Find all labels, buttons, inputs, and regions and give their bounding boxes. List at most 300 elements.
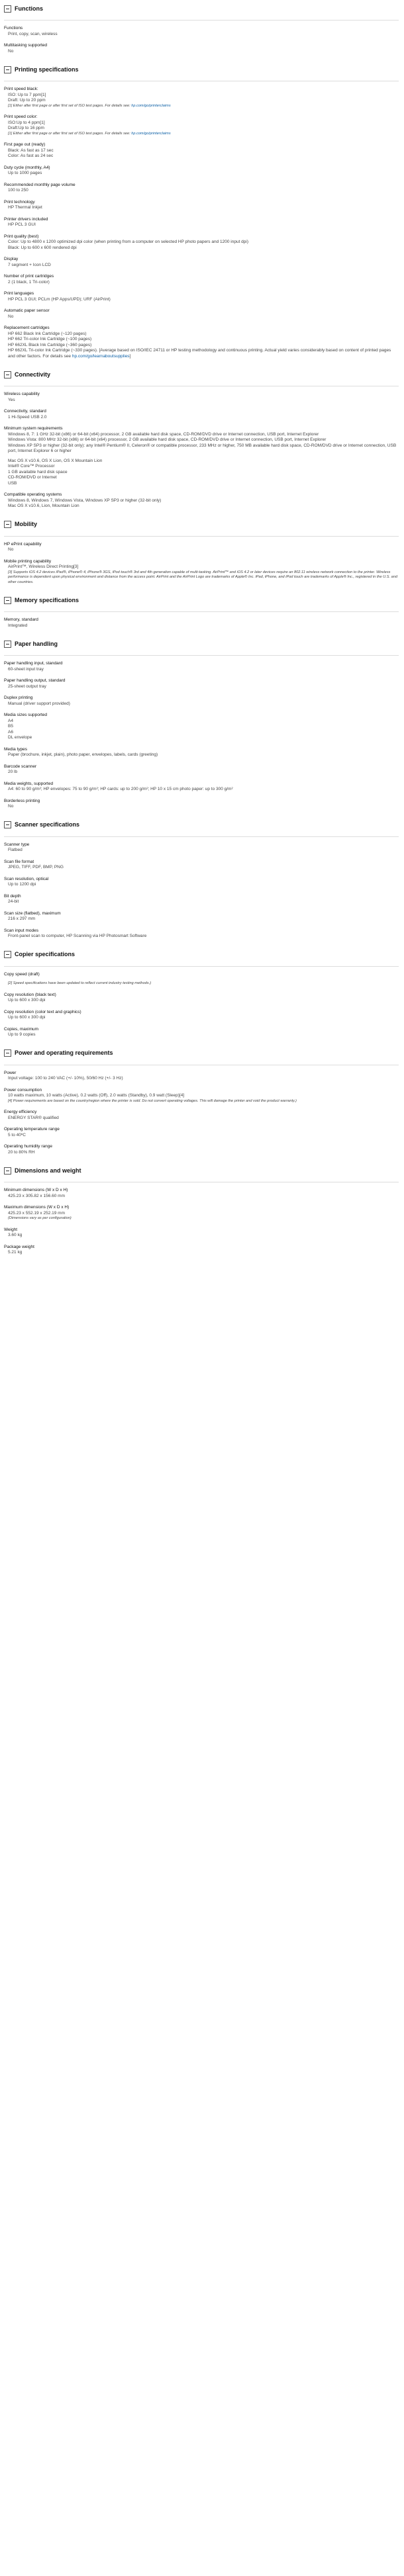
value-text: Front-panel scan to computer, HP Scanning via HP Photosmart Software <box>8 934 147 938</box>
spec-item <box>4 860 399 871</box>
spec-value <box>8 475 399 481</box>
spec-values <box>4 701 399 707</box>
spec-item <box>4 661 399 672</box>
value-text: Manual (driver support provided) <box>8 701 70 706</box>
spec-value <box>8 464 399 470</box>
spec-item <box>4 165 399 177</box>
collapse-icon[interactable] <box>4 371 11 378</box>
section-header[interactable] <box>4 1047 399 1059</box>
spec-value <box>8 1116 399 1122</box>
value-text: Black: As fast as 17 sec <box>8 148 54 153</box>
spec-values <box>4 804 399 810</box>
spec-label: Functions <box>4 26 23 30</box>
spec-item <box>4 928 399 940</box>
spec-value <box>8 398 399 404</box>
spec-label: Wireless capability <box>4 392 40 396</box>
spec-item <box>4 877 399 888</box>
value-text: ENERGY STAR® qualified <box>8 1115 59 1120</box>
spec-item <box>4 542 399 553</box>
value-text: 60-sheet input tray <box>8 666 44 672</box>
spec-item <box>4 291 399 302</box>
spec-value <box>8 1250 399 1256</box>
spec-footnote <box>8 1216 399 1221</box>
value-text: A4: 60 to 90 g/m²; HP envelopes: 75 to 90 g/m²; HP cards: up to 200 g/m²; HP 10 x 15 cm photo paper: up to 300 g/m² <box>8 787 233 791</box>
section-header[interactable] <box>4 369 399 380</box>
spec-values <box>4 1093 399 1104</box>
spec-value <box>8 437 399 443</box>
spec-value <box>8 240 399 245</box>
value-text: Black: Up to 600 x 600 rendered dpi <box>8 245 77 250</box>
value-text: Color: As fast as 24 sec <box>8 154 54 158</box>
spec-item <box>4 678 399 689</box>
spec-value <box>8 865 399 871</box>
spec-item <box>4 972 399 987</box>
section-title: Functions <box>15 5 43 12</box>
value-text: USB <box>8 480 17 486</box>
spec-value <box>8 719 399 725</box>
spec-value <box>8 623 399 629</box>
spec-value <box>8 297 399 303</box>
value-text: JPEG, TIFF, PDF, BMP, PNG <box>8 865 64 869</box>
collapse-icon[interactable] <box>4 521 11 528</box>
spec-value <box>8 1032 399 1038</box>
spec-item <box>4 114 399 136</box>
section-header[interactable] <box>4 638 399 650</box>
spec-values <box>4 148 399 159</box>
spec-values <box>4 865 399 871</box>
spec-values <box>4 32 399 38</box>
section-header[interactable] <box>4 1165 399 1177</box>
spec-label: Scan input modes <box>4 928 39 933</box>
spec-footnote <box>8 132 399 137</box>
section-title: Copier specifications <box>15 951 76 958</box>
spec-item <box>4 894 399 905</box>
value-text: A6 <box>8 729 13 734</box>
spec-label: Borderless printing <box>4 798 40 803</box>
spec-values <box>4 240 399 251</box>
spec-item <box>4 200 399 211</box>
spec-value <box>8 263 399 269</box>
spec-section <box>4 1047 399 1156</box>
spec-value <box>8 730 399 736</box>
spec-value <box>8 280 399 286</box>
spec-value <box>8 882 399 888</box>
spec-item <box>4 409 399 420</box>
spec-values <box>4 684 399 690</box>
spec-item <box>4 43 399 54</box>
spec-values <box>4 1150 399 1156</box>
spec-label: Minimum system requirements <box>4 426 63 431</box>
spec-values <box>4 171 399 177</box>
spec-label: Copy resolution (color text and graphics) <box>4 1009 81 1014</box>
section-header[interactable] <box>4 64 399 75</box>
spec-value <box>8 667 399 673</box>
spec-value <box>8 148 399 154</box>
section-title: Dimensions and weight <box>15 1167 81 1174</box>
spec-label: Media sizes supported <box>4 713 48 717</box>
section-header[interactable] <box>4 949 399 961</box>
spec-value <box>8 432 399 438</box>
value-text: Intel® Core™ Processor <box>8 464 55 468</box>
spec-values <box>4 770 399 776</box>
spec-value <box>8 154 399 159</box>
spec-values <box>4 1233 399 1239</box>
spec-item <box>4 713 399 741</box>
spec-values <box>4 564 399 585</box>
spec-values <box>4 752 399 758</box>
spec-label: Print quality (best) <box>4 234 39 239</box>
value-text: Yes <box>8 397 15 402</box>
spec-label: First page out (ready) <box>4 142 46 147</box>
spec-section <box>4 3 399 54</box>
spec-value <box>8 701 399 707</box>
section-divider <box>4 536 399 537</box>
spec-label: Weight <box>4 1227 18 1232</box>
spec-footnote <box>8 104 399 109</box>
value-text: 425.23 x 305.82 x 156.60 mm <box>8 1193 66 1198</box>
spec-section <box>4 819 399 940</box>
spec-values <box>4 432 399 487</box>
spec-label: Duty cycle (monthly, A4) <box>4 165 50 170</box>
spec-item <box>4 764 399 776</box>
spec-section <box>4 369 399 510</box>
spec-label: Display <box>4 257 19 261</box>
spec-label: Maximum dimensions (W x D x H) <box>4 1205 70 1210</box>
spec-label: Package weight <box>4 1244 34 1249</box>
value-text: Integrated <box>8 623 28 628</box>
value-text: No <box>8 547 14 552</box>
spec-label: Power consumption <box>4 1087 42 1092</box>
spec-value <box>8 498 399 504</box>
spec-label: Memory, standard <box>4 617 38 622</box>
section-title: Power and operating requirements <box>15 1049 113 1057</box>
section-divider <box>4 655 399 656</box>
value-text: Up to 600 x 300 dpi <box>8 998 46 1002</box>
spec-value <box>8 787 399 793</box>
spec-item <box>4 1127 399 1138</box>
section-title: Printing specifications <box>15 66 79 73</box>
spec-section <box>4 64 399 359</box>
collapse-icon[interactable] <box>4 1049 11 1057</box>
spec-values <box>4 415 399 421</box>
spec-label: Paper handling input, standard <box>4 661 63 666</box>
link[interactable]: hp.com/go/printerclaims <box>131 103 171 108</box>
value-text: 5 to 40ºC <box>8 1132 26 1137</box>
spec-label: Scan resolution, optical <box>4 876 49 881</box>
value-text: Windows Vista: 800 MHz 32-bit (x86) or 64-bit (x64) processor, 2 GB available hard disk space, CD-ROM/DVD drive or Internet connection, USB port, Internet Explorer <box>8 437 327 442</box>
spec-item <box>4 1110 399 1121</box>
spec-value <box>8 126 399 132</box>
spec-values <box>4 916 399 922</box>
section-header[interactable] <box>4 519 399 531</box>
spec-values <box>4 623 399 629</box>
spec-item <box>4 1088 399 1104</box>
spec-label: Media types <box>4 746 28 752</box>
value-text: ] <box>129 353 131 359</box>
spec-item <box>4 87 399 109</box>
spec-values <box>4 719 399 741</box>
spec-value <box>8 1076 399 1082</box>
value-text: 216 x 297 mm <box>8 916 36 921</box>
value-text: DL envelope <box>8 735 32 740</box>
section-header[interactable] <box>4 819 399 831</box>
collapse-icon[interactable] <box>4 641 11 648</box>
spec-value <box>8 1093 399 1099</box>
section-divider <box>4 20 399 21</box>
spec-values <box>4 49 399 55</box>
spec-value <box>8 804 399 810</box>
spec-label: Duplex printing <box>4 695 33 700</box>
spec-label: Operating temperature range <box>4 1127 60 1132</box>
spec-value <box>8 1233 399 1239</box>
spec-values <box>4 1032 399 1038</box>
spec-item <box>4 993 399 1004</box>
spec-label: Media weights, supported <box>4 781 54 786</box>
link[interactable]: hp.com/go/printerclaims <box>131 131 171 136</box>
spec-label: Compatible operating systems <box>4 492 62 497</box>
spec-values <box>4 977 399 987</box>
spec-item <box>4 1027 399 1038</box>
value-text: B5 <box>8 724 13 729</box>
spec-label: Print speed color: <box>4 114 38 119</box>
spec-section <box>4 594 399 629</box>
spec-item <box>4 217 399 228</box>
collapse-icon[interactable] <box>4 1167 11 1175</box>
spec-values <box>4 398 399 404</box>
spec-item <box>4 842 399 854</box>
spec-item <box>4 492 399 510</box>
spec-value <box>8 332 399 337</box>
collapse-icon[interactable] <box>4 597 11 604</box>
spec-value <box>8 459 399 465</box>
collapse-icon[interactable] <box>4 951 11 958</box>
section-header[interactable] <box>4 594 399 606</box>
spec-item <box>4 426 399 486</box>
spec-label: Scan size (flatbed), maximum <box>4 910 61 916</box>
spec-values <box>4 314 399 320</box>
spec-values <box>4 934 399 940</box>
spec-label: Automatic paper sensor <box>4 308 50 313</box>
spec-value <box>8 504 399 510</box>
spec-item <box>4 781 399 793</box>
value-text: Color: Up to 4800 x 1200 optimized dpi color (when printing from a computer on selected HP photo papers and 1200 input dpi) <box>8 240 249 244</box>
spec-item <box>4 234 399 251</box>
section-title: Memory specifications <box>15 596 79 603</box>
spec-value <box>8 1015 399 1021</box>
spec-item <box>4 142 399 159</box>
spec-value <box>8 49 399 55</box>
value-text: 20 to 80% RH <box>8 1149 35 1155</box>
value-text: 25-sheet output tray <box>8 684 46 689</box>
spec-item <box>4 392 399 403</box>
spec-item <box>4 1188 399 1199</box>
spec-label: Paper handling output, standard <box>4 678 66 683</box>
value-text: AirPrint™, Wireless Direct Printing[3] <box>8 564 79 569</box>
spec-value <box>8 470 399 476</box>
spec-values <box>4 222 399 228</box>
spec-values <box>4 667 399 673</box>
spec-item <box>4 559 399 586</box>
value-text: 1 GB available hard disk space <box>8 469 68 474</box>
spec-label: Replacement cartridges <box>4 326 50 330</box>
spec-values <box>4 1076 399 1082</box>
spec-label: Copies, maximum <box>4 1026 39 1032</box>
value-text: Flatbed <box>8 848 23 852</box>
spec-label: Number of print cartridges <box>4 274 54 279</box>
spec-section <box>4 519 399 586</box>
value-text: HP PCL 3 GUI; PCLm (HP Apps/UPD); URF (AirPrint) <box>8 296 111 302</box>
spec-label: Scan file format <box>4 859 34 864</box>
value-text: 1 Hi-Speed USB 2.0 <box>8 414 47 420</box>
value-text: Up to 9 copies <box>8 1032 36 1037</box>
spec-label: Scanner type <box>4 842 30 847</box>
value-text: Windows 8, Windows 7, Windows Vista, Windows XP SP3 or higher (32-bit only) <box>8 498 162 503</box>
section-header[interactable] <box>4 3 399 15</box>
link[interactable]: hp.com/go/learnaboutsupplies <box>72 353 130 359</box>
spec-value <box>8 481 399 487</box>
value-text: [1] Either after first page or after first set of ISO test pages. For details see: <box>8 103 132 108</box>
spec-value <box>8 934 399 940</box>
value-text: Draft: Up to 20 ppm <box>8 98 46 103</box>
spec-value <box>8 98 399 104</box>
value-text: Windows 8, 7: 1 GHz 32-bit (x86) or 64-bit (x64) processor, 2 GB available hard disk space, CD-ROM/DVD drive or Internet connection, USB port, Internet Explorer <box>8 431 319 437</box>
spec-item <box>4 1010 399 1021</box>
value-text: Windows XP SP3 or higher (32-bit only): any Intel® Pentium® II, Celeron® or compatible processor, 233 MHz or higher, 750 MB available hard disk space, CD-ROM/DVD drive or Internet connection, USB port, Internet Explorer 6 or higher <box>8 443 397 453</box>
spec-value <box>8 916 399 922</box>
value-text: [2] Speed specifications have been updated to reflect current industry testing methods.) <box>8 981 152 985</box>
value-text: Up to 1000 pages <box>8 171 42 175</box>
spec-value <box>8 443 399 455</box>
spec-item <box>4 695 399 707</box>
spec-values <box>4 120 399 137</box>
spec-value <box>8 415 399 421</box>
spec-label: Recommended monthly page volume <box>4 182 76 187</box>
spec-values <box>4 547 399 553</box>
section-divider <box>4 836 399 837</box>
section-title: Scanner specifications <box>15 821 80 828</box>
spec-values <box>4 899 399 905</box>
spec-value <box>8 998 399 1004</box>
value-text: Draft:Up to 16 ppm <box>8 126 44 130</box>
spec-item <box>4 257 399 268</box>
spec-value <box>8 547 399 553</box>
spec-item <box>4 1071 399 1082</box>
spec-item <box>4 617 399 629</box>
value-text: No <box>8 804 14 809</box>
spec-item <box>4 799 399 810</box>
spec-values <box>4 1116 399 1122</box>
spec-item <box>4 1144 399 1155</box>
spec-value <box>8 848 399 854</box>
section-title: Paper handling <box>15 640 58 647</box>
collapse-icon[interactable] <box>4 5 11 13</box>
spec-value <box>8 724 399 730</box>
value-text: Up to 1200 dpi <box>8 882 36 887</box>
spec-footnote <box>8 1099 399 1104</box>
spec-values <box>4 205 399 211</box>
spec-label: Power <box>4 1070 17 1075</box>
value-text: HP 662 Black Ink Cartridge (~120 pages) <box>8 331 87 336</box>
spec-label: Mobile printing capability <box>4 558 52 564</box>
value-text: Mac OS X v10.6, Lion, Mountain Lion <box>8 504 79 508</box>
collapse-icon[interactable] <box>4 821 11 828</box>
value-text: [3] Supports iOS 4.2 devices iPad®, iPhone® 4, iPhone® 3GS, iPod touch® 3rd and 4th generation capable of multi-tasking. AirPrint™ and iOS 4.2 or later devices require an 802.11 wireless network connection to the printer. Wireless performance is dependent upon physical environment and distance from the access point. AirPrint and the AirPrint Logo are trademarks of Apple® Inc. iPad, iPhone, and iPod touch are trademarks of Apple® Inc., registered in the U.S. and other countries. <box>8 570 397 584</box>
value-text: HP PCL 3 GUI <box>8 222 36 227</box>
value-text: 100 to 250 <box>8 188 28 193</box>
spec-label: HP ePrint capability <box>4 541 42 547</box>
spec-item <box>4 183 399 194</box>
value-text: ISO: Up to 7 ppm[1] <box>8 92 46 97</box>
spec-value <box>8 564 399 570</box>
spec-values <box>4 297 399 303</box>
spec-value <box>8 120 399 126</box>
spec-item <box>4 26 399 37</box>
value-text: HP 662 Tri-color Ink Cartridge (~100 pages) <box>8 337 92 341</box>
value-text: A4 <box>8 718 13 723</box>
spec-value <box>8 770 399 776</box>
value-text: (Dimensions vary as per configuration) <box>8 1216 72 1220</box>
value-text: [1] Either after first page or after first set of ISO test pages. For details see: <box>8 131 132 136</box>
value-text: Input voltage: 100 to 240 VAC (+/- 10%), 50/60 Hz (+/- 3 Hz) <box>8 1076 123 1081</box>
spec-label: Barcode scanner <box>4 764 37 769</box>
spec-value <box>8 32 399 38</box>
spec-value <box>8 1150 399 1156</box>
spec-values <box>4 498 399 510</box>
value-text: HP 662XL Black Ink Cartridge (~360 pages) <box>8 342 92 347</box>
value-text: HP Thermal Inkjet <box>8 205 42 210</box>
spec-section <box>4 949 399 1038</box>
spec-value <box>8 1194 399 1200</box>
value-text: 20 lb <box>8 770 18 774</box>
spec-value <box>8 93 399 99</box>
value-text: 5.21 kg <box>8 1250 23 1255</box>
spec-label: Copy resolution (black text) <box>4 992 56 997</box>
spec-item <box>4 326 399 359</box>
spec-item <box>4 911 399 922</box>
spec-label: Minimum dimensions (W x D x H) <box>4 1188 68 1192</box>
spec-values <box>4 263 399 269</box>
value-text: HP 662XL Tri-color Ink Cartridge (~330 pages). [Average based on ISO/IEC 24711 or HP testing methodology and continuous printing. Actual yield varies considerably based on content of printed pages and other factors. For details see <box>8 348 391 359</box>
spec-value <box>8 1211 399 1217</box>
value-text: 7 segment + Icon LCD <box>8 262 51 267</box>
spec-item <box>4 308 399 320</box>
spec-values <box>4 882 399 888</box>
value-text: Mac OS X v10.6, OS X Lion, OS X Mountain Lion <box>8 458 103 463</box>
value-text: No <box>8 314 14 319</box>
value-text: 10 watts maximum, 10 watts (Active), 0.2 watts (Off), 2.0 watts (Standby), 0.9 watt (Sleep)[4] <box>8 1093 185 1098</box>
spec-values <box>4 1015 399 1021</box>
spec-footnote <box>8 570 399 586</box>
spec-values <box>4 1194 399 1200</box>
value-text: Paper (brochure, inkjet, plain), photo paper, envelopes, labels, cards (greeting) <box>8 752 158 757</box>
value-text: 425.23 x 552.19 x 252.19 mm <box>8 1210 66 1216</box>
spec-value <box>8 735 399 741</box>
spec-value <box>8 314 399 320</box>
spec-values <box>4 1133 399 1139</box>
spec-value <box>8 343 399 349</box>
spec-values <box>4 332 399 360</box>
collapse-icon[interactable] <box>4 66 11 73</box>
spec-label: Copy speed (draft) <box>4 971 40 977</box>
spec-label: Printer drivers included <box>4 216 48 222</box>
spec-value <box>8 205 399 211</box>
spec-section <box>4 638 399 810</box>
spec-section <box>4 1165 399 1256</box>
spec-value <box>8 171 399 177</box>
spec-values <box>4 1211 399 1221</box>
spec-value <box>8 684 399 690</box>
spec-values <box>4 188 399 194</box>
